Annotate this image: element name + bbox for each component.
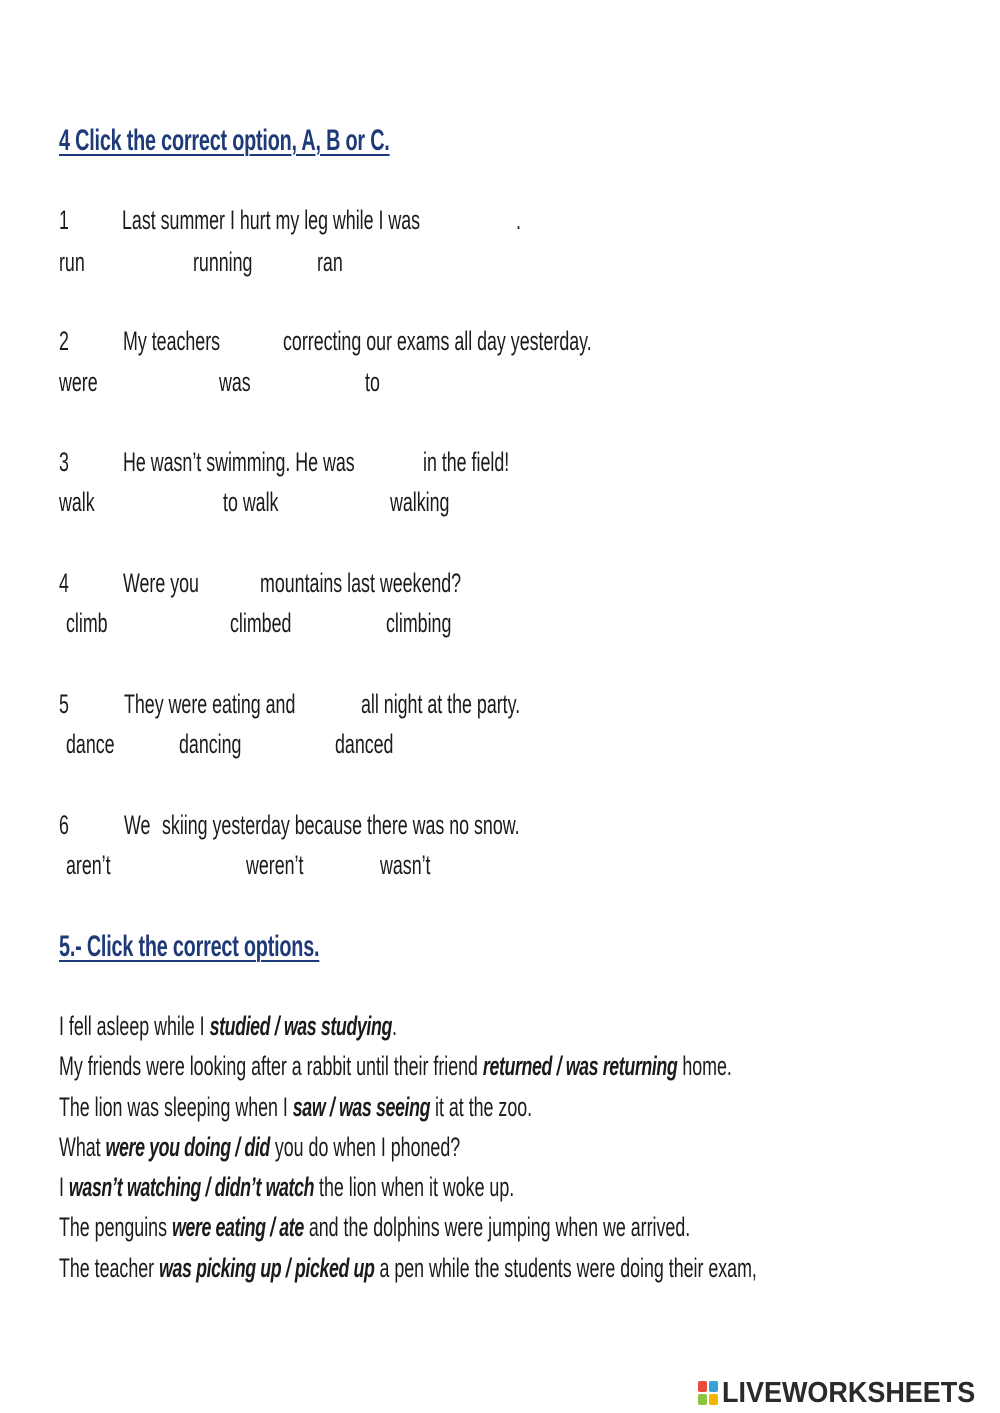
section-5-heading: 5.- Click the correct options. bbox=[59, 930, 320, 963]
choice-options[interactable]: studied / was studying bbox=[209, 1011, 392, 1041]
logo-square bbox=[698, 1394, 707, 1405]
choice-options[interactable]: were you doing / did bbox=[105, 1132, 270, 1162]
sentence-7 bbox=[59, 1252, 757, 1284]
sentence-text: . bbox=[391, 1011, 397, 1041]
question-text-a: My teachers bbox=[123, 326, 221, 356]
sentence-text: The lion was sleeping when I bbox=[59, 1092, 293, 1122]
logo-square bbox=[698, 1381, 707, 1392]
sentence-4 bbox=[59, 1131, 460, 1163]
option-a[interactable]: dance bbox=[66, 729, 115, 759]
sentence-1 bbox=[59, 1010, 397, 1042]
option-a[interactable]: walk bbox=[59, 487, 95, 517]
question-text-b: . bbox=[516, 205, 521, 235]
option-c[interactable]: climbing bbox=[386, 608, 452, 638]
question-text-b: in the field! bbox=[423, 447, 510, 477]
logo-square bbox=[709, 1394, 718, 1405]
sentence-text: The penguins bbox=[59, 1212, 172, 1242]
section-4-heading: 4 Click the correct option, A, B or C. bbox=[59, 124, 390, 157]
question-text-b: correcting our exams all day yesterday. bbox=[283, 326, 592, 356]
question-number: 1 bbox=[59, 205, 69, 235]
choice-options[interactable]: were eating / ate bbox=[171, 1212, 304, 1242]
sentence-text: it at the zoo. bbox=[430, 1092, 533, 1122]
question-number: 3 bbox=[59, 447, 69, 477]
question-text-b: all night at the party. bbox=[361, 689, 521, 719]
logo-square bbox=[709, 1381, 718, 1392]
sentence-6 bbox=[59, 1211, 690, 1243]
sentence-text: you do when I phoned? bbox=[269, 1132, 461, 1162]
sentence-5 bbox=[59, 1171, 514, 1203]
sentence-3 bbox=[59, 1091, 532, 1123]
question-text-a: Last summer I hurt my leg while I was bbox=[122, 205, 421, 235]
option-a[interactable]: run bbox=[59, 247, 85, 277]
choice-options[interactable]: returned / was returning bbox=[482, 1051, 678, 1081]
choice-options[interactable]: was picking up / picked up bbox=[159, 1253, 375, 1283]
sentence-text: the lion when it woke up. bbox=[314, 1172, 515, 1202]
question-text-a: He wasn’t swimming. He was bbox=[123, 447, 355, 477]
question-number: 2 bbox=[59, 326, 69, 356]
option-c[interactable]: to bbox=[365, 367, 380, 397]
question-text-a: Were you bbox=[123, 568, 199, 598]
option-b[interactable]: climbed bbox=[230, 608, 292, 638]
brand-name: LIVEWORKSHEETS bbox=[722, 1376, 976, 1409]
option-a[interactable]: aren’t bbox=[66, 850, 111, 880]
sentence-text: and the dolphins were jumping when we arrived. bbox=[303, 1212, 691, 1242]
choice-options[interactable]: wasn’t watching / didn’t watch bbox=[68, 1172, 315, 1202]
option-a[interactable]: were bbox=[59, 367, 98, 397]
question-text-a: They were eating and bbox=[124, 689, 296, 719]
question-number: 4 bbox=[59, 568, 69, 598]
sentence-text: a pen while the students were doing their exam, bbox=[374, 1253, 757, 1283]
question-number: 5 bbox=[59, 689, 69, 719]
sentence-text: home. bbox=[677, 1051, 732, 1081]
sentence-2 bbox=[59, 1050, 732, 1082]
sentence-text: I fell asleep while I bbox=[59, 1011, 210, 1041]
option-b[interactable]: was bbox=[219, 367, 251, 397]
sentence-text: My friends were looking after a rabbit until their friend bbox=[59, 1051, 483, 1081]
question-text-b: skiing yesterday because there was no snow. bbox=[162, 810, 520, 840]
choice-options[interactable]: saw / was seeing bbox=[292, 1092, 431, 1122]
sentence-text: I bbox=[59, 1172, 69, 1202]
option-c[interactable]: walking bbox=[390, 487, 450, 517]
sentence-text: What bbox=[59, 1132, 106, 1162]
question-number: 6 bbox=[59, 810, 69, 840]
liveworksheets-logo bbox=[697, 1378, 994, 1408]
question-text-b: mountains last weekend? bbox=[260, 568, 462, 598]
option-b[interactable]: running bbox=[193, 247, 253, 277]
option-b[interactable]: weren’t bbox=[246, 850, 304, 880]
option-b[interactable]: dancing bbox=[179, 729, 242, 759]
option-b[interactable]: to walk bbox=[223, 487, 279, 517]
option-c[interactable]: ran bbox=[317, 247, 343, 277]
option-c[interactable]: wasn’t bbox=[380, 850, 431, 880]
option-a[interactable]: climb bbox=[66, 608, 108, 638]
sentence-text: The teacher bbox=[59, 1253, 160, 1283]
option-c[interactable]: danced bbox=[335, 729, 394, 759]
liveworksheets-logo-icon bbox=[697, 1380, 719, 1406]
question-text-a: We bbox=[124, 810, 151, 840]
